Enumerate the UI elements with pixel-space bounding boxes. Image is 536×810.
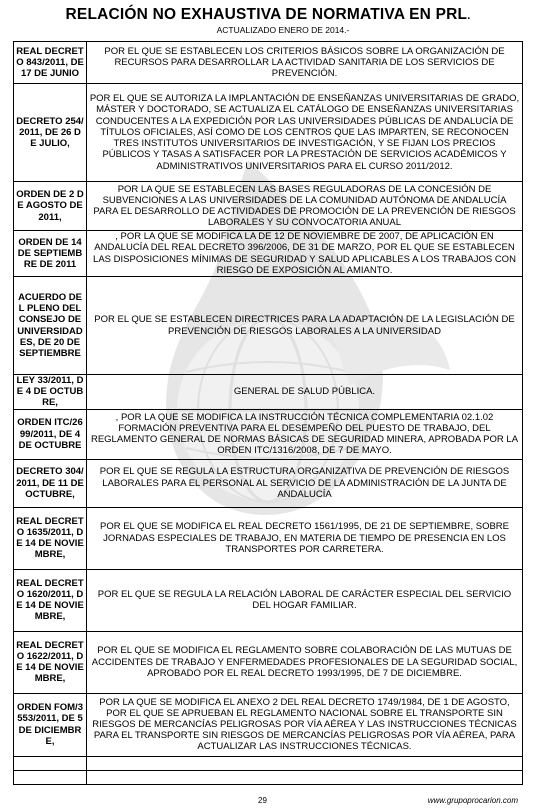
table-row <box>14 231 523 277</box>
table-row <box>14 631 523 693</box>
table-row <box>14 375 523 410</box>
regulation-description: POR EL QUE SE MODIFICA EL REGLAMENTO SOBRE COLABORACIÓN DE LAS MUTUAS DE ACCIDENTES DE TRABAJO Y ENFERMEDADES PROFESIONALES DE LA SEGURIDAD SOCIAL, APROBADO POR EL REAL DECRETO 1993/1995, DE 7 DE DICIEMBRE. <box>87 631 523 693</box>
regulation-code: ORDEN FOM/3553/2011, DE 5 DE DICIEMBRE, <box>14 693 87 756</box>
regulation-description: POR LA QUE SE MODIFICA EL ANEXO 2 DEL REAL DECRETO 1749/1984, DE 1 DE AGOSTO, POR EL QUE SE APRUEBAN EL REGLAMENTO NACIONAL SOBRE EL TRANSPORTE SIN RIESGOS DE MERCANCÍAS PELIGROSAS POR VÍA AÉREA Y LAS INSTRUCCIONES TÉCNICAS PARA EL TRANSPORTE SIN RIESGOS DE MERCANCÍAS PELIGROSAS POR VÍA AÉREA, PARA ACTUALIZAR LAS INSTRUCCIONES TÉCNICAS. <box>87 693 523 756</box>
regulation-code: ACUERDO DEL PLENO DEL CONSEJO DE UNIVERSIDADES, DE 20 DE SEPTIEMBRE <box>14 277 87 375</box>
regulation-code: ORDEN DE 2 DE AGOSTO DE 2011, <box>14 182 87 231</box>
table-row <box>14 277 523 375</box>
regulation-description: POR EL QUE SE MODIFICA EL REAL DECRETO 1561/1995, DE 21 DE SEPTIEMBRE, SOBRE JORNADAS ESPECIALES DE TRABAJO, EN MATERIA DE TIEMPO DE PRESENCIA EN LOS TRANSPORTES POR CARRETERA. <box>87 507 523 569</box>
regulation-description: POR EL QUE SE AUTORIZA LA IMPLANTACIÓN DE ENSEÑANZAS UNIVERSITARIAS DE GRADO, MÁSTER Y DOCTORADO, SE ACTUALIZA EL CATÁLOGO DE ENSEÑANZAS UNIVERSITARIAS CONDUCENTES A LA EXPEDICIÓN POR LAS UNIVERSIDADES PÚBLICAS DE ANDALUCÍA DE TÍTULOS OFICIALES, ASÍ COMO DE LOS CENTROS QUE LAS IMPARTEN, SE RECONOCEN TRES INSTITUTOS UNIVERSITARIOS DE INVESTIGACIÓN, Y SE FIJAN LOS PRECIOS PÚBLICOS Y TASAS A SATISFACER POR LA PRESTACIÓN DE SERVICIOS ACADÉMICOS Y ADMINISTRATIVOS UNIVERSITARIOS PARA EL CURSO 2011/2012. <box>87 84 523 182</box>
regulation-description: POR EL QUE SE REGULA LA RELACIÓN LABORAL DE CARÁCTER ESPECIAL DEL SERVICIO DEL HOGAR FAMILIAR. <box>87 569 523 631</box>
table-row <box>14 507 523 569</box>
regulation-code: DECRETO 254/2011, DE 26 DE JULIO, <box>14 84 87 182</box>
regulation-code <box>14 756 87 770</box>
regulation-description: POR EL QUE SE ESTABLECEN LOS CRITERIOS BÁSICOS SOBRE LA ORGANIZACIÓN DE RECURSOS PARA DESARROLLAR LA ACTIVIDAD SANITARIA DE LOS SERVICIOS DE PREVENCIÓN. <box>87 42 523 84</box>
regulation-code: REAL DECRETO 1622/2011, DE 14 DE NOVIEMBRE, <box>14 631 87 693</box>
regulation-code: REAL DECRETO 843/2011, DE 17 DE JUNIO <box>14 42 87 84</box>
table-row-empty <box>14 756 523 770</box>
document-subtitle: ACTUALIZADO ENERO DE 2014.- <box>216 25 350 35</box>
regulation-description: , POR LA QUE SE MODIFICA LA INSTRUCCIÓN TÉCNICA COMPLEMENTARIA 02.1.02 FORMACIÓN PREVENTIVA PARA EL DESEMPEÑO DEL PUESTO DE TRABAJO, DEL REGLAMENTO GENERAL DE NORMAS BÁSICAS DE SEGURIDAD MINERA, APROBADA POR LA ORDEN ITC/1316/2008, DE 7 DE MAYO. <box>87 409 523 459</box>
table-row <box>14 42 523 84</box>
regulation-description: POR EL QUE SE REGULA LA ESTRUCTURA ORGANIZATIVA DE PREVENCIÓN DE RIESGOS LABORALES PARA EL PERSONAL AL SERVICIO DE LA ADMINISTRACIÓN DE LA JUNTA DE ANDALUCÍA <box>87 459 523 507</box>
regulation-description: GENERAL DE SALUD PÚBLICA. <box>87 375 523 410</box>
document-title-end: . <box>467 10 471 22</box>
regulation-code: REAL DECRETO 1635/2011, DE 14 DE NOVIEMBRE, <box>14 507 87 569</box>
regulation-code: DECRETO 304/2011, DE 11 DE OCTUBRE, <box>14 459 87 507</box>
table-row <box>14 459 523 507</box>
regulation-description: POR LA QUE SE ESTABLECEN LAS BASES REGULADORAS DE LA CONCESIÓN DE SUBVENCIONES A LAS UNIVERSIDADES DE LA COMUNIDAD AUTÓNOMA DE ANDALUCÍA PARA EL DESARROLLO DE ACTIVIDADES DE PROMOCIÓN DE LA PREVENCIÓN DE RIESGOS LABORALES Y SU CONVOCATORIA ANUAL <box>87 182 523 231</box>
regulation-description: POR EL QUE SE ESTABLECEN DIRECTRICES PARA LA ADAPTACIÓN DE LA LEGISLACIÓN DE PREVENCIÓN DE RIESGOS LABORALES A LA UNIVERSIDAD <box>87 277 523 375</box>
regulation-description <box>87 770 523 784</box>
table-row <box>14 409 523 459</box>
document-title-text: RELACIÓN NO EXHAUSTIVA DE NORMATIVA EN PRL <box>65 6 468 23</box>
website-link[interactable]: www.grupoprocarion.com <box>427 796 518 805</box>
table-row <box>14 569 523 631</box>
regulation-code: REAL DECRETO 1620/2011, DE 14 DE NOVIEMBRE, <box>14 569 87 631</box>
regulation-description: , POR LA QUE SE MODIFICA LA DE 12 DE NOVIEMBRE DE 2007, DE APLICACIÓN EN ANDALUCÍA DEL REAL DECRETO 396/2006, DE 31 DE MARZO, POR EL QUE SE ESTABLECEN LAS DISPOSICIONES MÍNIMAS DE SEGURIDAD Y SALUD APLICABLES A LOS TRABAJOS CON RIESGO DE EXPOSICIÓN AL AMIANTO. <box>87 231 523 277</box>
regulations-table <box>13 41 523 785</box>
regulation-code <box>14 770 87 784</box>
regulation-description <box>87 756 523 770</box>
page-number: 29 <box>258 796 267 805</box>
table-row-empty <box>14 770 523 784</box>
table-row <box>14 182 523 231</box>
regulation-code: ORDEN DE 14 DE SEPTIEMBRE DE 2011 <box>14 231 87 277</box>
table-row <box>14 693 523 756</box>
table-row <box>14 84 523 182</box>
regulation-code: LEY 33/2011, DE 4 DE OCTUBRE, <box>14 375 87 410</box>
regulation-code: ORDEN ITC/2699/2011, DE 4 DE OCTUBRE <box>14 409 87 459</box>
